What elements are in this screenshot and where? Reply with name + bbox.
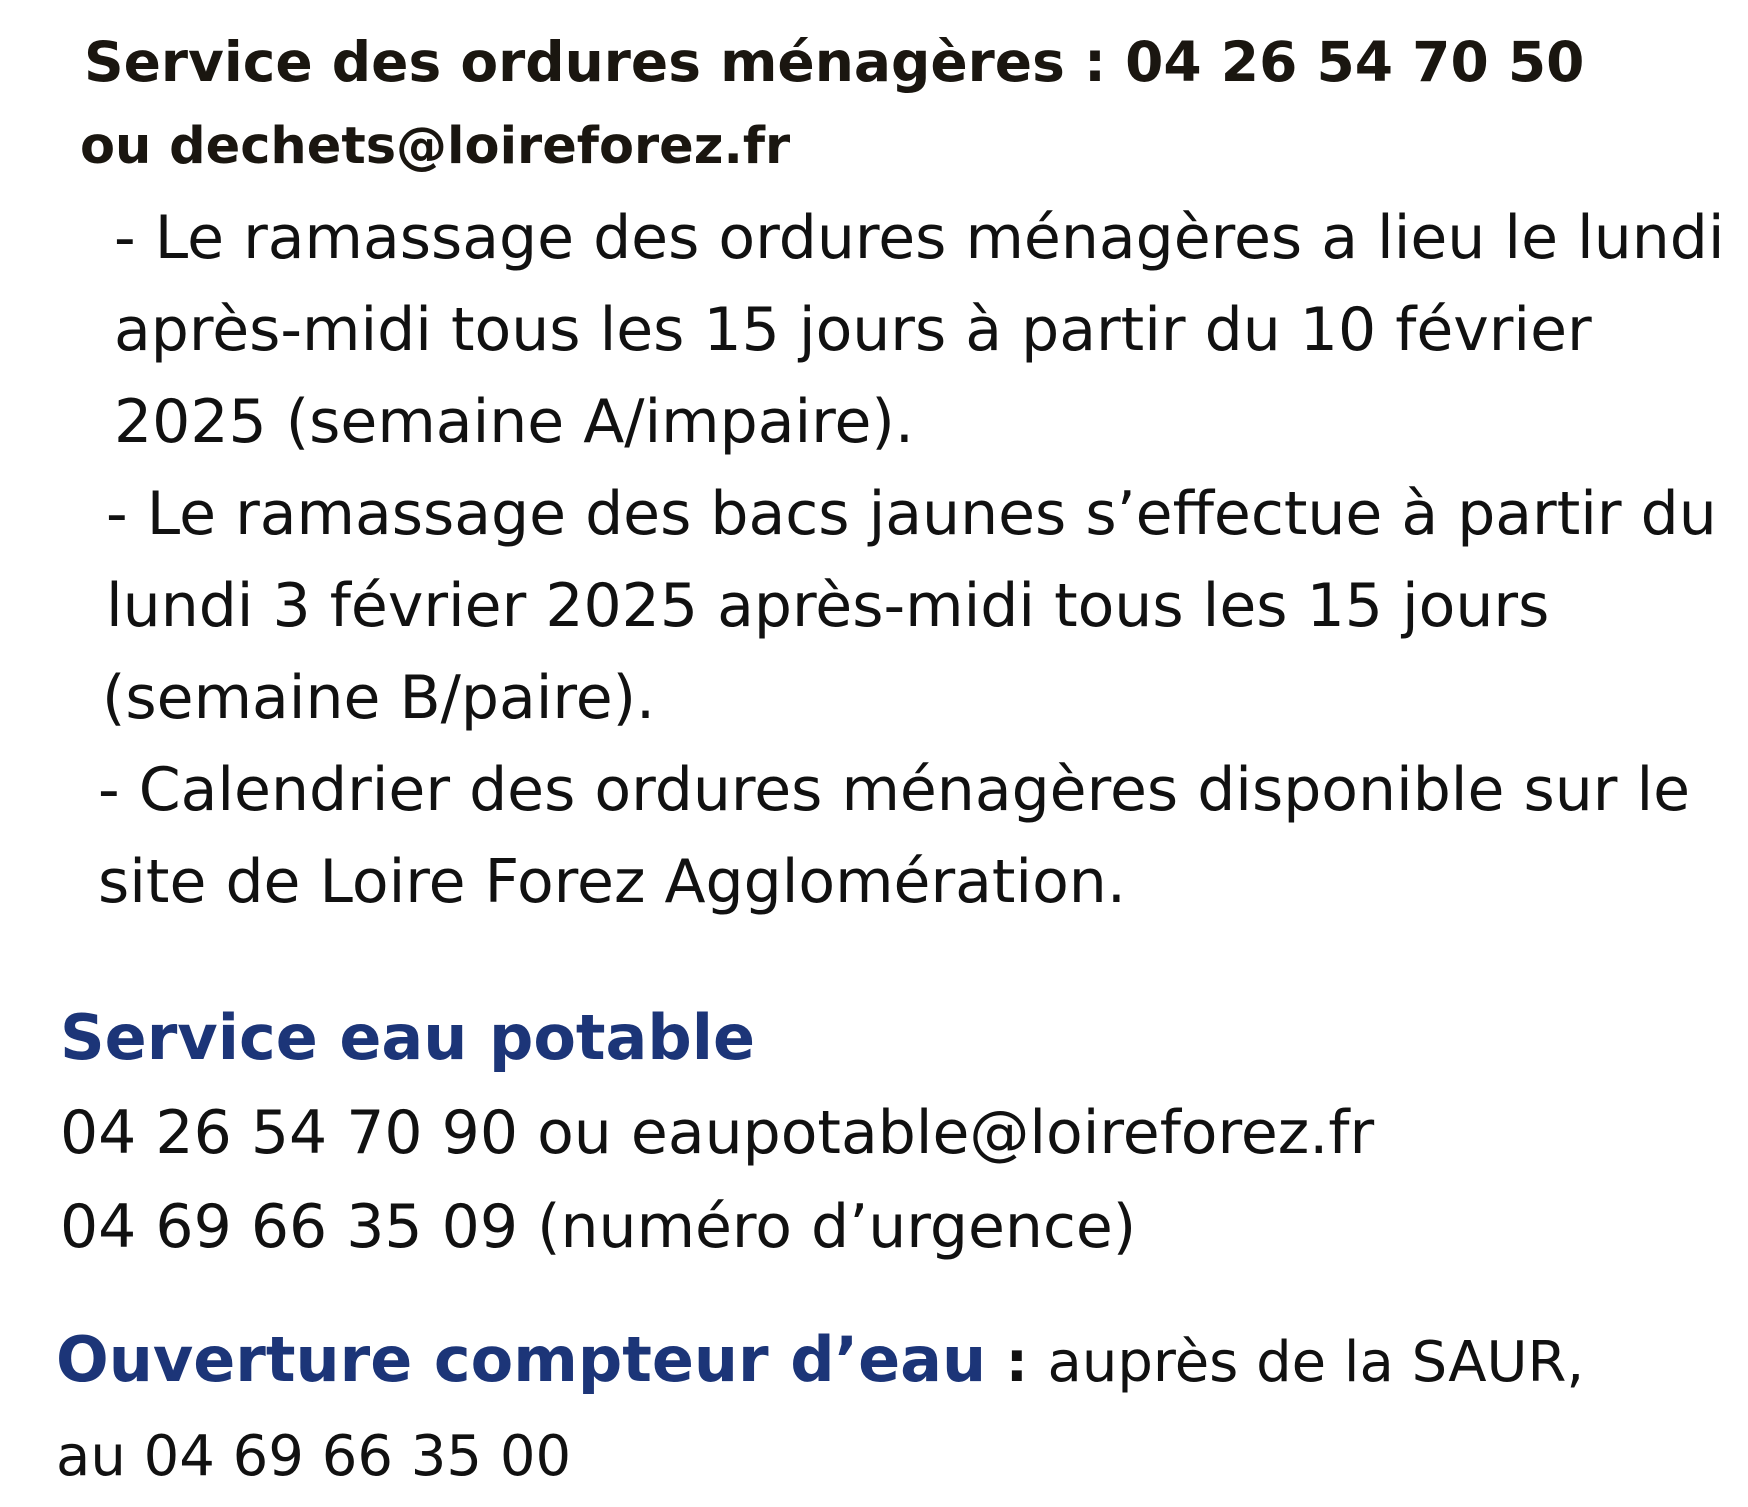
- waste-info-line: - Le ramassage des bacs jaunes s’effectue à partir du: [106, 479, 1717, 549]
- waste-service-title: Service des ordures ménagères: [84, 30, 1065, 94]
- water-service-title: Service eau potable: [60, 1001, 756, 1074]
- meter-opening-phone: au 04 69 66 35 00: [56, 1424, 572, 1489]
- waste-info-line: (semaine B/paire).: [102, 663, 656, 733]
- waste-service-phone: 04 26 54 70 50: [1125, 30, 1585, 94]
- waste-info-line: site de Loire Forez Agglomération.: [98, 847, 1126, 917]
- meter-opening-line: [56, 1312, 1584, 1411]
- waste-service-title-line: [84, 22, 1725, 102]
- waste-info-line: 2025 (semaine A/impaire).: [114, 387, 914, 457]
- waste-service-email: ou dechets@loireforez.fr: [80, 117, 791, 176]
- meter-opening-section: [56, 1312, 1584, 1503]
- water-service-section: [60, 990, 1374, 1274]
- meter-opening-detail: auprès de la SAUR,: [1047, 1330, 1585, 1395]
- waste-info-line: - Le ramassage des ordures ménagères a lieu le lundi: [114, 203, 1725, 273]
- waste-info-line: lundi 3 février 2025 après-midi tous les 15 jours: [106, 571, 1550, 641]
- water-service-contact: 04 26 54 70 90 ou eaupotable@loireforez.fr: [60, 1098, 1375, 1168]
- meter-opening-title: Ouverture compteur d’eau: [56, 1323, 987, 1396]
- waste-service-separator: :: [1064, 30, 1126, 94]
- meter-opening-separator: :: [986, 1330, 1048, 1395]
- water-service-emergency: 04 69 66 35 09 (numéro d’urgence): [60, 1192, 1137, 1262]
- waste-service-section: [80, 22, 1725, 928]
- waste-info-line: après-midi tous les 15 jours à partir du 10 février: [114, 295, 1592, 365]
- waste-info-line: - Calendrier des ordures ménagères disponible sur le: [98, 755, 1691, 825]
